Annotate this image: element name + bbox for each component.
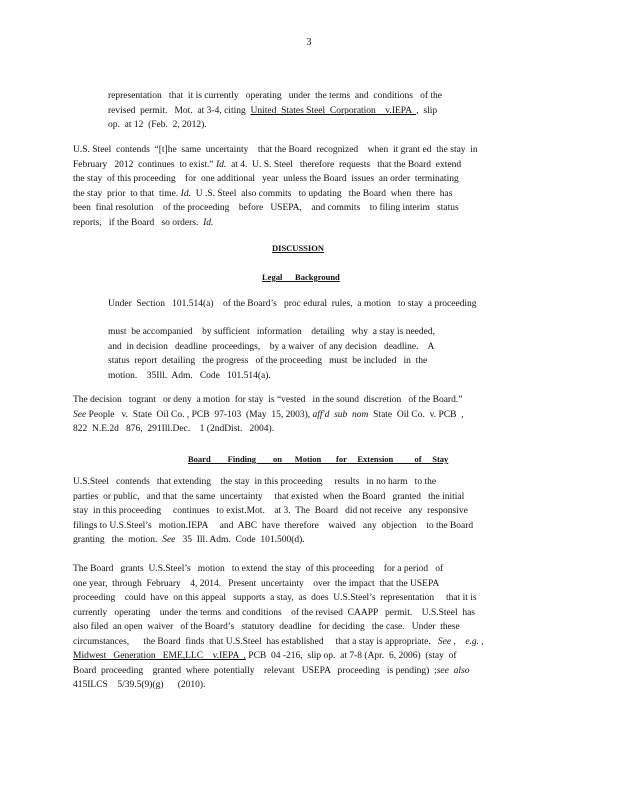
para5-line <box>73 649 484 664</box>
text-run: Under Section 101.514(a) of the Board’s proc edural rules, a motion to stay a proceeding <box>108 299 477 309</box>
text-run: and in decision deadline proceedings, by a waiver of any decision deadline. A <box>108 341 435 352</box>
para5-line <box>73 606 484 621</box>
text-run: U.S. Steel contends “[t]he same uncertainty that the Board recognized when it grant ed the stay in <box>73 145 478 155</box>
para4-line <box>73 533 473 548</box>
case-name: United States Steel Corporation v.IEPA , <box>250 105 419 116</box>
text-run: circumstances, the Board finds that U.S.Steel has established that a stay is appropriate. <box>73 636 438 647</box>
heading-discussion: DISCUSSION <box>272 243 324 253</box>
para5-line <box>73 678 484 693</box>
para4-line <box>73 504 473 519</box>
quote_mid-line <box>108 325 435 340</box>
text-run: motion. 35Ill. Adm. Code 101.514(a). <box>108 370 271 381</box>
para5-line <box>73 635 484 650</box>
paragraph-2 <box>108 297 477 312</box>
paragraph-5 <box>73 562 484 693</box>
para1-line <box>73 187 478 202</box>
text-run: 822 N.E.2d 876, 291Ill.Dec. 1 (2ndDist. 2004). <box>73 424 275 434</box>
italic-citation: aff'd sub nom <box>312 409 369 420</box>
para3-line <box>73 408 464 423</box>
text-run: currently operating under the terms and conditions of the revised CAAPP permit. U.S.Steel has <box>73 607 476 618</box>
para3-line <box>73 393 464 408</box>
italic-citation: e.g. <box>465 636 480 647</box>
text-run: 35 Ill. Adm. Code 101.500(d). <box>175 535 305 545</box>
text-run: The decision togrant or deny a motion for stay is “vested in the sound discretion of the Board.” <box>73 395 463 405</box>
text-run: slip <box>418 105 438 116</box>
text-run: revised permit. Mot. at 3-4, citing <box>108 105 251 116</box>
para1-line <box>73 172 478 187</box>
text-run: proceeding could have on this appeal supports a stay, as does U.S.Steel’s representation that it is <box>73 593 477 603</box>
para2-line <box>108 297 477 312</box>
italic-citation: See <box>73 409 87 420</box>
para5-line <box>73 562 484 577</box>
quote-mid <box>108 325 435 383</box>
text-run: February 2012 continues to exist.” <box>73 159 217 170</box>
quote_top-line <box>108 104 442 119</box>
para5-line <box>73 620 484 635</box>
text-run: reports, if the Board so orders. <box>73 217 204 228</box>
text-run: People v. State Oil Co. , PCB 97-103 (May 15, 2003), <box>86 409 313 420</box>
para3-line <box>73 422 464 437</box>
text-run: , <box>451 636 466 647</box>
quote_mid-line <box>108 340 435 355</box>
para5-line <box>73 577 484 592</box>
quote_top-line <box>108 118 442 133</box>
italic-citation: Id. <box>216 159 227 170</box>
heading-board-finding: Board Finding on Motion for Extension of Stay <box>188 454 449 464</box>
text-run: Board proceeding granted where potentially relevant USEPA proceeding is pending) ; <box>73 665 437 676</box>
text-run: also filed an open waiver of the Board’s statutory deadline for deciding the case. Under these <box>73 622 460 632</box>
para4-line <box>73 475 473 490</box>
text-run: been final resolution of the proceeding before USEPA, and commits to filing interim status <box>73 203 459 213</box>
text-run: status report detailing the progress of the proceeding must be included in the <box>108 356 428 366</box>
quote_mid-line <box>108 369 435 384</box>
paragraph-4 <box>73 475 473 548</box>
case-name: Midwest Generation EME,LLC v.IEPA , <box>73 651 246 661</box>
quote_mid-line <box>108 354 435 369</box>
text-run: State Oil Co. v. PCB , <box>368 409 464 420</box>
quote-top <box>108 89 442 133</box>
text-run: the stay of this proceeding for one additional year unless the Board issues an order terminating <box>73 174 459 184</box>
text-run: filings to U.S.Steel’s motion.IEPA and ABC have therefore waived any objection to the Board <box>73 520 474 531</box>
para5-line <box>73 591 484 606</box>
page-number: 3 <box>306 37 312 48</box>
text-run: parties or public, and that the same uncertainty that existed when the Board granted the initial <box>73 491 465 502</box>
italic-citation: see also <box>436 665 470 676</box>
italic-citation: Id. <box>180 188 191 199</box>
text-run: , <box>479 636 484 647</box>
text-run: stay in this proceeding continues to exist.Mot. at 3. The Board did not receive any responsive <box>73 506 468 516</box>
text-run: one year, through February 4, 2014. Present uncertainty over the impact that the USEPA <box>73 578 440 589</box>
text-run: granting the motion. <box>73 535 163 545</box>
quote_top-line <box>108 89 442 104</box>
para5-line <box>73 664 484 679</box>
para1-line <box>73 216 478 231</box>
para4-line <box>73 519 473 534</box>
paragraph-1 <box>73 143 478 230</box>
para4-line <box>73 490 473 505</box>
text-run: representation that it is currently operating under the terms and conditions of the <box>108 91 442 101</box>
text-run: at 4. U. S. Steel therefore requests that the Board extend <box>226 159 462 170</box>
text-run: must be accompanied by sufficient information detailing why a stay is needed, <box>108 327 435 337</box>
text-run: U .S. Steel also commits to updating the Board when there has <box>190 188 453 199</box>
text-run: The Board grants U.S.Steel’s motion to extend the stay of this proceeding for a period of <box>73 564 444 574</box>
para1-line <box>73 201 478 216</box>
italic-citation: See <box>162 535 176 545</box>
text-run: 415ILCS 5/39.5(9)(g) (2010). <box>73 680 206 690</box>
text-run: op. at 12 (Feb. 2, 2012). <box>108 120 207 130</box>
paragraph-3 <box>73 393 464 437</box>
text-run: PCB 04 -216, slip op. at 7-8 (Apr. 6, 2006) (stay of <box>245 651 457 661</box>
text-run: the stay prior to that time. <box>73 188 181 199</box>
italic-citation: Id. <box>203 217 214 228</box>
para1-line <box>73 158 478 173</box>
para1-line <box>73 143 478 158</box>
italic-citation: See <box>437 636 452 647</box>
text-run: U.S.Steel contends that extending the stay in this proceeding results in no harm to the <box>73 477 437 487</box>
heading-legal-background: Legal Background <box>262 272 340 282</box>
